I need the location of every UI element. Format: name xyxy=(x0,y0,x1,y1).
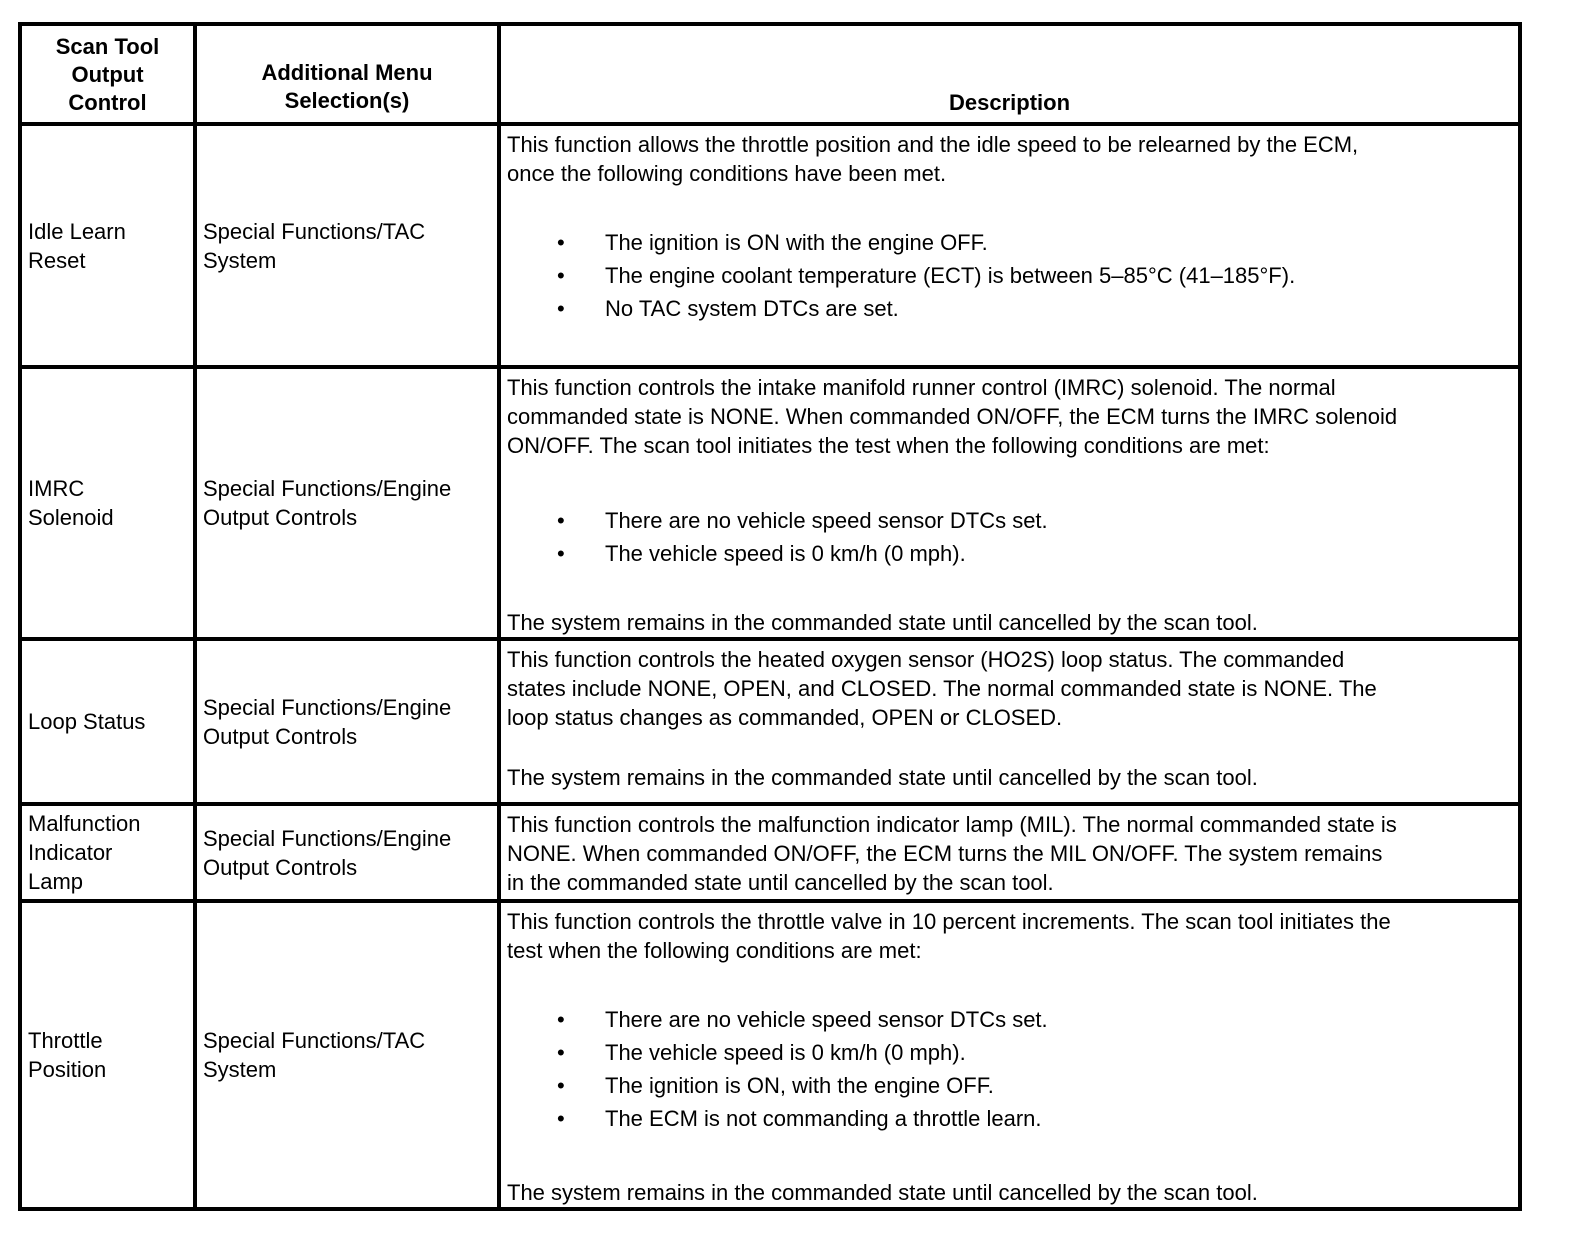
bullet-icon: • xyxy=(557,508,565,533)
menu-selection-cell: Special Functions/Engine Output Controls xyxy=(195,367,499,639)
table-row xyxy=(20,124,1520,367)
bullet-icon: • xyxy=(557,263,565,288)
table-row xyxy=(20,639,1520,804)
bullet-icon: • xyxy=(557,230,565,255)
table-row xyxy=(20,367,1520,639)
list-item: • No TAC system DTCs are set. xyxy=(507,292,1514,325)
list-item: • The vehicle speed is 0 km/h (0 mph). xyxy=(507,537,1514,570)
output-control-cell: Throttle Position xyxy=(20,901,195,1209)
list-item: • The ignition is ON, with the engine OFF. xyxy=(507,1069,1514,1102)
conditions-list xyxy=(507,1003,1514,1135)
header-scan-tool-output-control: Scan Tool Output Control xyxy=(20,24,195,124)
description-cell: This function controls the heated oxygen sensor (HO2S) loop status. The commanded states include NONE, OPEN, and CLOSED. The normal commanded state is NONE. The loop status changes as commanded, OPEN or CLOSED. The system remains in the commanded state until cancelled by the scan tool. xyxy=(499,639,1520,804)
output-control-cell: Loop Status xyxy=(20,639,195,804)
menu-selection-cell: Special Functions/Engine Output Controls xyxy=(195,804,499,901)
conditions-list xyxy=(507,226,1514,325)
output-control-cell: IMRC Solenoid xyxy=(20,367,195,639)
list-item: • The engine coolant temperature (ECT) is between 5–85°C (41–185°F). xyxy=(507,259,1514,292)
description-cell: This function allows the throttle position and the idle speed to be relearned by the ECM, once the following conditions have been met. • The ignition is ON with the engine OFF. • The engine coolant temperature (ECT) is between 5–85°C (41–185°F). • No TAC system DTCs are set. xyxy=(499,124,1520,367)
output-control-cell: Idle Learn Reset xyxy=(20,124,195,367)
list-item: • There are no vehicle speed sensor DTCs set. xyxy=(507,1003,1514,1036)
bullet-icon: • xyxy=(557,1040,565,1065)
header-row xyxy=(20,24,1520,124)
header-description: Description xyxy=(499,24,1520,124)
output-controls-table xyxy=(18,22,1522,1211)
table-row xyxy=(20,901,1520,1209)
description-cell: This function controls the malfunction indicator lamp (MIL). The normal commanded state is NONE. When commanded ON/OFF, the ECM turns the MIL ON/OFF. The system remains in the commanded state until cancelled by the scan tool. xyxy=(499,804,1520,901)
bullet-icon: • xyxy=(557,296,565,321)
menu-selection-cell: Special Functions/Engine Output Controls xyxy=(195,639,499,804)
menu-selection-cell: Special Functions/TAC System xyxy=(195,124,499,367)
description-cell: This function controls the intake manifold runner control (IMRC) solenoid. The normal commanded state is NONE. When commanded ON/OFF, the ECM turns the IMRC solenoid ON/OFF. The scan tool initiates the test when the following conditions are met: • There are no vehicle speed sensor DTCs set. • The vehicle speed is 0 km/h (0 mph). The system remains in the commanded state until cancelled by the scan tool. xyxy=(499,367,1520,639)
list-item: • There are no vehicle speed sensor DTCs set. xyxy=(507,504,1514,537)
bullet-icon: • xyxy=(557,1106,565,1131)
menu-selection-cell: Special Functions/TAC System xyxy=(195,901,499,1209)
output-control-cell: Malfunction Indicator Lamp xyxy=(20,804,195,901)
description-cell: This function controls the throttle valve in 10 percent increments. The scan tool initiates the test when the following conditions are met: • There are no vehicle speed sensor DTCs set. • The vehicle speed is 0 km/h (0 mph). • The ignition is ON, with the engine OFF. • The ECM is not commanding a throttle learn. The system remains in the commanded state until cancelled by the scan tool. xyxy=(499,901,1520,1209)
bullet-icon: • xyxy=(557,1073,565,1098)
bullet-icon: • xyxy=(557,541,565,566)
list-item: • The ECM is not commanding a throttle learn. xyxy=(507,1102,1514,1135)
table-row xyxy=(20,804,1520,901)
header-additional-menu-selections: Additional Menu Selection(s) xyxy=(195,24,499,124)
bullet-icon: • xyxy=(557,1007,565,1032)
list-item: • The vehicle speed is 0 km/h (0 mph). xyxy=(507,1036,1514,1069)
list-item: • The ignition is ON with the engine OFF. xyxy=(507,226,1514,259)
conditions-list xyxy=(507,504,1514,570)
